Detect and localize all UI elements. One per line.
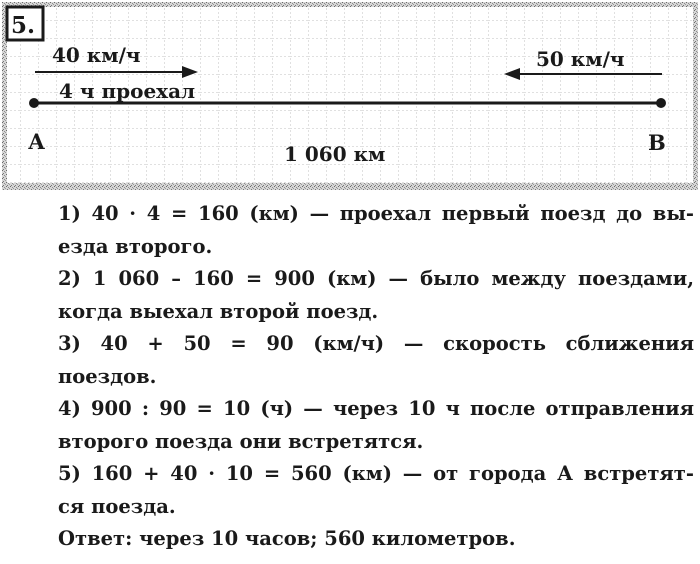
solution-line: ся поезда.	[58, 494, 176, 518]
solution-line: второго поезда они встретятся.	[58, 429, 424, 453]
problem-diagram	[2, 2, 698, 190]
speed-left-label: 40 км/ч	[52, 43, 141, 67]
diagram-svg	[2, 2, 698, 190]
solution-text	[58, 198, 694, 556]
answer-line: Ответ: через 10 часов; 560 километров.	[58, 527, 516, 550]
point-a-label: А	[28, 129, 46, 154]
solution-line: 4) 900 : 90 = 10 (ч) — через 10 ч после отправления	[58, 397, 694, 420]
point-b-label: В	[648, 130, 666, 155]
point-b-dot	[656, 98, 666, 108]
speed-right-label: 50 км/ч	[536, 47, 625, 71]
solution-line: 5) 160 + 40 · 10 = 560 (км) — от города А встретят-	[58, 462, 694, 485]
solution-line: поездов.	[58, 364, 157, 388]
solution-line: 1) 40 · 4 = 160 (км) — проехал первый поезд до вы-	[58, 202, 694, 225]
solution-line: когда выехал второй поезд.	[58, 299, 379, 323]
point-a-dot	[29, 98, 39, 108]
travelled-label: 4 ч проехал	[59, 79, 196, 103]
problem-number: 5.	[11, 12, 36, 39]
solution-line: 2) 1 060 – 160 = 900 (км) — было между поездами,	[58, 267, 694, 290]
solution-line: езда второго.	[58, 234, 213, 258]
solution-line: 3) 40 + 50 = 90 (км/ч) — скорость сближения	[58, 332, 694, 355]
distance-label: 1 060 км	[284, 142, 386, 166]
